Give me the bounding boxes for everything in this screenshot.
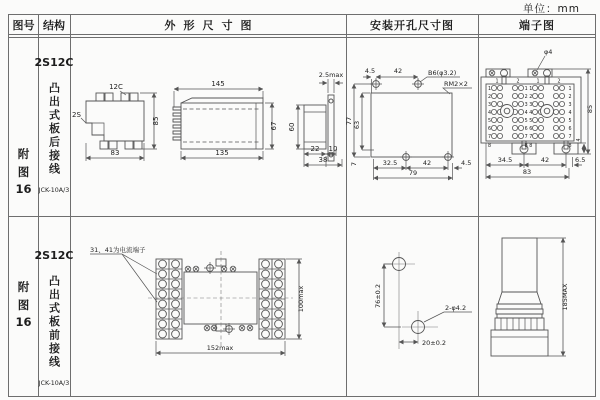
dim-total: 83 (522, 168, 532, 176)
hole-spec-label: B6(φ3.2) (428, 69, 457, 77)
dim-phi4: φ4 (544, 48, 553, 56)
svg-text:8: 8 (524, 144, 528, 149)
bank-circle-row (159, 270, 283, 278)
svg-text:5: 5 (524, 119, 528, 124)
mount-screw (223, 323, 235, 335)
structure-cell-row2 (34, 216, 74, 400)
centerlines (383, 252, 438, 349)
screw-icon (532, 70, 538, 76)
bank-circle-row (159, 290, 283, 298)
terminal-circle-row (491, 133, 564, 138)
svg-text:1: 1 (568, 87, 572, 92)
figure-cell-row2 (9, 216, 38, 400)
bank-circle-row (159, 280, 283, 288)
screw-icon (185, 266, 191, 272)
svg-text:7: 7 (529, 135, 533, 140)
screw-icon (204, 325, 210, 331)
drawing-table (8, 14, 596, 397)
svg-text:1: 1 (495, 79, 499, 85)
dim-len-body: 135 (215, 149, 229, 157)
dim-h63: 63 (353, 120, 361, 130)
svg-text:1: 1 (487, 87, 492, 92)
structure-model: 2S12C (34, 249, 74, 262)
dim-plate-t: 2.5max (318, 71, 344, 79)
dim-10: 10 (328, 145, 338, 153)
dim-total: 79 (408, 169, 418, 177)
terminal-circle-row (491, 125, 564, 130)
terminal-drawing-row2 (478, 216, 596, 396)
svg-text:2: 2 (487, 95, 492, 100)
front-view (81, 91, 144, 149)
dim-vertical-pitch: 76±0.2 (374, 283, 382, 309)
install-drawing-row2 (346, 216, 478, 396)
svg-text:7: 7 (524, 135, 528, 140)
screw-icon (193, 266, 199, 272)
bank-circle-row (159, 260, 283, 268)
outline-drawing-row2 (70, 216, 346, 396)
dim-off-top: 4.5 (364, 67, 376, 75)
structure-model: 2S12C (34, 56, 74, 69)
dim-width: 83 (110, 149, 120, 157)
structure-code: JCK-10A/3 (38, 379, 70, 387)
terminal-circle-row (491, 93, 564, 98)
svg-text:8: 8 (568, 144, 572, 149)
dim-front-top: 12C (109, 83, 123, 91)
svg-text:4: 4 (529, 111, 533, 116)
screw-icon (239, 325, 245, 331)
svg-text:6: 6 (487, 127, 492, 132)
terminal-banks (156, 259, 285, 339)
svg-text:8: 8 (529, 144, 533, 149)
structure-mount-type: 凸出式板前接线 (47, 275, 61, 370)
terminal-circle-row (491, 85, 564, 90)
dim-d3: 6.5 (575, 156, 586, 164)
dim-d2: 42 (422, 159, 432, 167)
dim-step: 4 (577, 138, 582, 142)
svg-text:4: 4 (524, 111, 528, 116)
dim-horizontal-pitch: 20±0.2 (422, 339, 447, 347)
terminal-circle-row (491, 117, 564, 122)
bank-circle-row (159, 310, 283, 318)
svg-text:7: 7 (487, 135, 492, 140)
svg-text:6: 6 (529, 127, 533, 132)
relay-side-view (491, 238, 548, 356)
dim-d3: 4.5 (461, 159, 472, 167)
dim-h85: 85 (586, 104, 594, 114)
svg-text:4: 4 (487, 111, 492, 116)
header-install: 安装开孔尺寸图 (370, 18, 454, 32)
dim-h77: 77 (345, 116, 353, 126)
figure-char: 附 (17, 147, 30, 161)
dim-d1: 32.5 (382, 159, 398, 167)
dim-height-max: 185MAX (561, 283, 569, 311)
structure-cell-row1 (34, 37, 74, 236)
dim-pitch-top: 42 (393, 67, 403, 75)
figure-char: 附 (17, 280, 30, 294)
mount-boss (501, 105, 514, 118)
dim-front-left: 2S (72, 111, 81, 119)
svg-text:1: 1 (529, 87, 533, 92)
header-outline: 外形尺寸图 (164, 18, 260, 32)
svg-text:2: 2 (524, 95, 528, 100)
outline-drawing-row1 (70, 37, 346, 216)
dim-h7: 7 (350, 161, 358, 167)
screw-icon (221, 266, 227, 272)
unit-label: 单位：mm (523, 3, 580, 15)
figure-char: 图 (17, 297, 30, 312)
screw-icon (489, 70, 495, 76)
structure-mount-type: 凸出式板后接线 (47, 82, 61, 177)
dim-win-h: 60 (288, 122, 296, 132)
figure-char: 图 (17, 164, 30, 179)
screw-icon (247, 325, 253, 331)
svg-text:1: 1 (536, 79, 540, 85)
dim-22: 22 (310, 145, 320, 153)
mount-hole (400, 151, 412, 163)
hole-spec-label: 2-φ4.2 (445, 304, 467, 312)
screw-icon (230, 266, 236, 272)
terminal-drawing-row1 (478, 37, 596, 216)
dim-width-max: 152max (206, 344, 234, 352)
svg-text:1: 1 (524, 87, 528, 92)
dim-d1: 34.5 (497, 156, 513, 164)
svg-text:6: 6 (568, 127, 572, 132)
svg-text:8: 8 (487, 144, 492, 149)
svg-text:6: 6 (524, 127, 528, 132)
dim-height-max: 100max (297, 285, 305, 313)
svg-text:5: 5 (568, 119, 572, 124)
svg-text:7: 7 (568, 135, 572, 140)
svg-text:5: 5 (529, 119, 533, 124)
mount-boss (541, 105, 554, 118)
header-structure: 结构 (43, 18, 65, 32)
svg-text:2: 2 (516, 79, 520, 85)
svg-text:2: 2 (529, 95, 533, 100)
bank-circle-row (159, 300, 283, 308)
svg-text:3: 3 (568, 103, 572, 108)
side-view (173, 98, 263, 149)
header-terminal: 端子图 (519, 18, 555, 32)
panel-cutout (371, 93, 452, 157)
figure-number: 16 (15, 182, 32, 196)
svg-text:3: 3 (487, 103, 492, 108)
thread-spec-label: RM2×2 (444, 80, 468, 88)
dim-side-h: 67 (270, 121, 278, 131)
svg-text:3: 3 (524, 103, 528, 108)
header-figure: 图号 (12, 18, 35, 32)
svg-text:2: 2 (557, 79, 561, 85)
svg-text:4: 4 (568, 111, 572, 116)
dim-d2: 42 (540, 156, 550, 164)
svg-text:5: 5 (487, 119, 492, 124)
dim-len-total: 145 (211, 80, 225, 88)
current-terminal-note: 31、41为电流端子 (90, 246, 146, 254)
svg-text:2: 2 (568, 95, 572, 100)
figure-number: 16 (15, 315, 32, 329)
svg-text:3: 3 (529, 103, 533, 108)
install-drawing-row1 (346, 37, 478, 216)
dim-height: 85 (152, 116, 160, 126)
structure-code: JCK-10A/3 (38, 186, 70, 194)
header-underline (9, 34, 595, 35)
dim-38: 38 (318, 156, 328, 164)
